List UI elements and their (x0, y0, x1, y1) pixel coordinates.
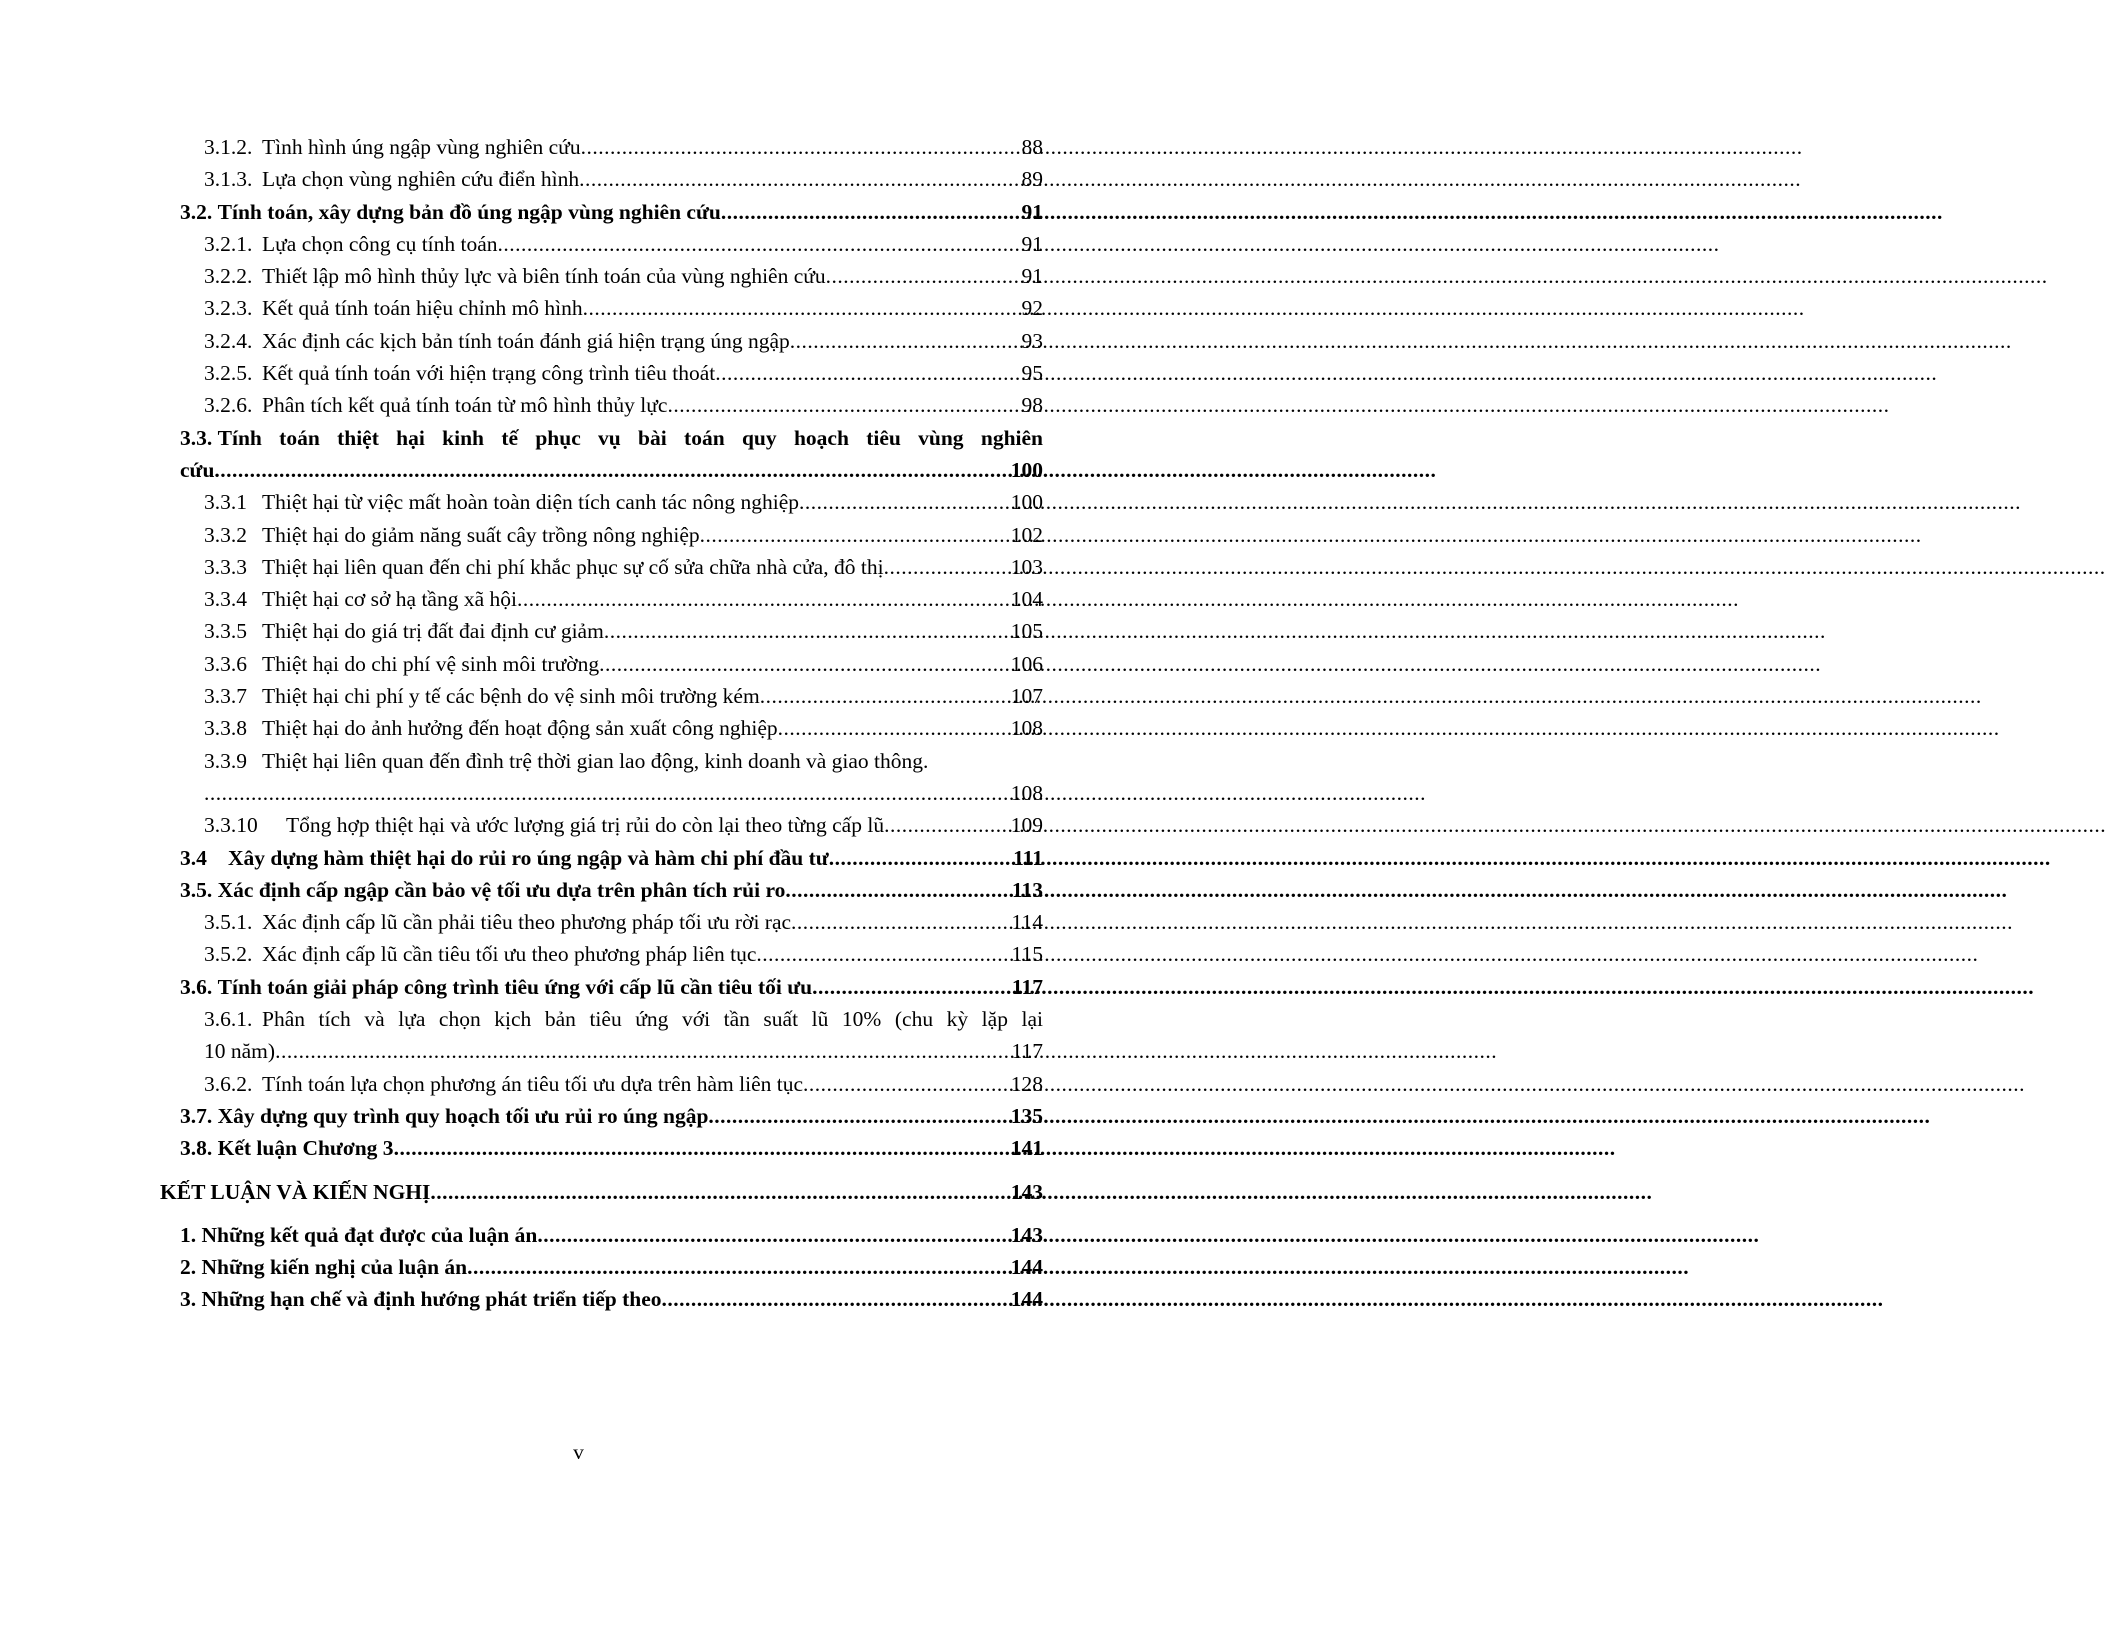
toc-section-continuation: cứu ..... 100 (160, 454, 1043, 486)
toc-section: 3.5. Xác định cấp ngập cần bảo vệ tối ưu dựa trên phân tích rủi ro ..... 113 (160, 874, 1043, 906)
dot-leader (214, 454, 1010, 486)
dot-leader (721, 196, 1022, 228)
dot-leader (829, 842, 1013, 874)
toc-entry: 3.3.5 Thiệt hại do giá trị đất đai định cư giảm ..... 105 (160, 615, 1043, 647)
toc-entry: 3.6.2. Tính toán lựa chọn phương án tiêu tối ưu dựa trên hàm liên tục ..... 128 (160, 1068, 1043, 1100)
dot-leader (760, 680, 1011, 712)
toc-entry: 3.2.6. Phân tích kết quả tính toán từ mô hình thủy lực ..... 98 (160, 389, 1043, 421)
dot-leader (715, 357, 1021, 389)
toc-entry: 3.5.2. Xác định cấp lũ cần tiêu tối ưu theo phương pháp liên tục ..... 115 (160, 938, 1043, 970)
dot-leader (430, 1176, 1010, 1208)
toc-entry: 3.2.5. Kết quả tính toán với hiện trạng công trình tiêu thoát ..... 95 (160, 357, 1043, 389)
dot-leader (579, 163, 1021, 195)
toc-entry: 3.3.7 Thiệt hại chi phí y tế các bệnh do vệ sinh môi trường kém ..... 107 (160, 680, 1043, 712)
dot-leader (884, 809, 1011, 841)
toc-section: 3.8. Kết luận Chương 3 ..... 141 (160, 1132, 1043, 1164)
toc-entry: 3.6.1. Phân tích và lựa chọn kịch bản tiêu ứng với tần suất lũ 10% (chu kỳ lặp lại (204, 1007, 1043, 1032)
toc-entry: 3.2.2. Thiết lập mô hình thủy lực và biên tính toán của vùng nghiên cứu ..... 91 (160, 260, 1043, 292)
toc-entry: 3.2.1. Lựa chọn công cụ tính toán ..... 91 (160, 228, 1043, 260)
dot-leader (812, 971, 1012, 1003)
dot-leader (799, 486, 1011, 518)
toc-entry: 3.3.6 Thiệt hại do chi phí vệ sinh môi trường ..... 106 (160, 648, 1043, 680)
dot-leader (667, 389, 1021, 421)
toc-chapter: KẾT LUẬN VÀ KIẾN NGHỊ ..... 143 (160, 1176, 1043, 1208)
toc-entry: 3.3.3 Thiệt hại liên quan đến chi phí khắc phục sự cố sửa chữa nhà cửa, đô thị ..... 103 (160, 551, 1043, 583)
toc-section: 3.3. Tính toán thiệt hại kinh tế phục vụ bài toán quy hoạch tiêu vùng nghiên (180, 425, 1043, 450)
dot-leader (394, 1132, 1011, 1164)
dot-leader (599, 648, 1011, 680)
dot-leader (275, 1035, 1011, 1067)
dot-leader (826, 260, 1022, 292)
toc-section: 2. Những kiến nghị của luận án ..... 144 (160, 1251, 1043, 1283)
toc-entry-continuation: ..... 108 (160, 777, 1043, 809)
toc-entry: 3.3.8 Thiệt hại do ảnh hưởng đến hoạt động sản xuất công nghiệp ..... 108 (160, 712, 1043, 744)
toc-entry: 3.3.4 Thiệt hại cơ sở hạ tầng xã hội ..... 104 (160, 583, 1043, 615)
toc-section: 1. Những kết quả đạt được của luận án ..... 143 (160, 1219, 1043, 1251)
dot-leader (581, 131, 1022, 163)
dot-leader (517, 583, 1011, 615)
table-of-contents (160, 131, 1043, 1316)
toc-entry-continuation: 10 năm) ..... 117 (160, 1035, 1043, 1067)
dot-leader (467, 1251, 1011, 1283)
dot-leader (583, 292, 1022, 324)
toc-entry: 3.2.3. Kết quả tính toán hiệu chỉnh mô hình ..... 92 (160, 292, 1043, 324)
dot-leader (803, 1068, 1011, 1100)
dot-leader (604, 615, 1011, 647)
toc-section: 3.2. Tính toán, xây dựng bản đồ úng ngập vùng nghiên cứu ..... 91 (160, 196, 1043, 228)
dot-leader (790, 325, 1022, 357)
toc-entry: 3.5.1. Xác định cấp lũ cần phải tiêu theo phương pháp tối ưu rời rạc ..... 114 (160, 906, 1043, 938)
toc-entry: 3.1.3. Lựa chọn vùng nghiên cứu điển hình ..... 89 (160, 163, 1043, 195)
toc-section: 3. Những hạn chế và định hướng phát triển tiếp theo ..... 144 (160, 1283, 1043, 1315)
dot-leader (700, 519, 1011, 551)
toc-entry: 3.1.2. Tình hình úng ngập vùng nghiên cứu ..... 88 (160, 131, 1043, 163)
dot-leader (708, 1100, 1010, 1132)
page-number: v (573, 1440, 584, 1464)
dot-leader (884, 551, 1011, 583)
toc-entry: 3.3.1 Thiệt hại từ việc mất hoàn toàn diện tích canh tác nông nghiệp ..... 100 (160, 486, 1043, 518)
toc-entry: 3.3.10 Tổng hợp thiệt hại và ước lượng giá trị rủi do còn lại theo từng cấp lũ ..... 109 (160, 809, 1043, 841)
dot-leader (778, 712, 1011, 744)
dot-leader (785, 874, 1012, 906)
dot-leader (537, 1219, 1010, 1251)
dot-leader (662, 1283, 1011, 1315)
toc-entry: 3.3.2 Thiệt hại do giảm năng suất cây trồng nông nghiệp ..... 102 (160, 519, 1043, 551)
dot-leader (756, 938, 1011, 970)
toc-section: 3.6. Tính toán giải pháp công trình tiêu ứng với cấp lũ cần tiêu tối ưu ..... 117 (160, 971, 1043, 1003)
toc-section: 3.4 Xây dựng hàm thiệt hại do rủi ro úng ngập và hàm chi phí đầu tư ..... 111 (160, 842, 1043, 874)
dot-leader (498, 228, 1022, 260)
toc-entry: 3.2.4. Xác định các kịch bản tính toán đánh giá hiện trạng úng ngập ..... 93 (160, 325, 1043, 357)
dot-leader (791, 906, 1012, 938)
dot-leader (204, 777, 1011, 809)
toc-entry: 3.3.9 Thiệt hại liên quan đến đình trệ thời gian lao động, kinh doanh và giao thông. (204, 748, 929, 773)
toc-section: 3.7. Xây dựng quy trình quy hoạch tối ưu rủi ro úng ngập ..... 135 (160, 1100, 1043, 1132)
